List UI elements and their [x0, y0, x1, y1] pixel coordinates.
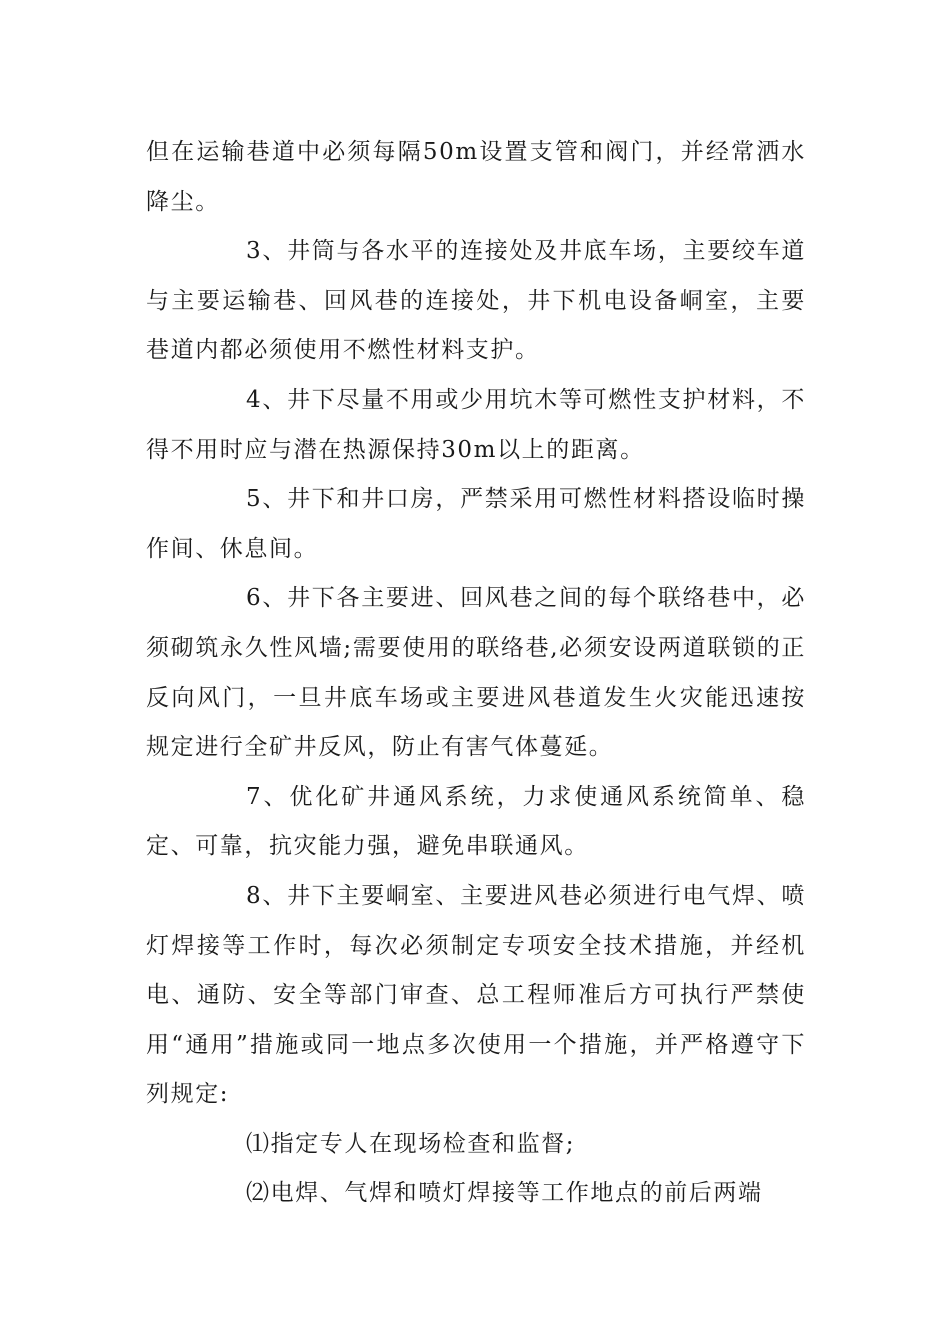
paragraph-item-3: 3、井筒与各水平的连接处及井底车场，主要绞车道与主要运输巷、回风巷的连接处，井下机电设备峒室，主要巷道内都必须使用不燃性材料支护。	[146, 238, 806, 364]
sub-item-2: ⑵电焊、气焊和喷灯焊接等工作地点的前后两端	[246, 1180, 763, 1207]
paragraph-item-4: 4、井下尽量不用或少用坑木等可燃性支护材料，不得不用时应与潜在热源保持30m以上的距离。	[146, 386, 806, 463]
sub-item-1: ⑴指定专人在现场检查和监督;	[246, 1130, 576, 1157]
paragraph-item-7: 7、优化矿井通风系统，力求使通风系统简单、稳定、可靠，抗灾能力强，避免串联通风。	[146, 783, 806, 860]
paragraph-continuation: 但在运输巷道中必须每隔50m设置支管和阀门，并经常洒水降尘。	[146, 139, 806, 215]
paragraph-item-6: 6、井下各主要进、回风巷之间的每个联络巷中，必须砌筑永久性风墙;需要使用的联络巷,必须安设两道联锁的正反向风门，一旦井底车场或主要进风巷道发生火灾能迅速按规定进行全矿井反风，防止有害气体蔓延。	[146, 585, 806, 761]
paragraph-item-8: 8、井下主要峒室、主要进风巷必须进行电气焊、喷灯焊接等工作时，每次必须制定专项安全技术措施，并经机电、通防、安全等部门审查、总工程师准后方可执行严禁使用“通用”措施或同一地点多次使用一个措施，并严格遵守下列规定:	[146, 882, 806, 1108]
paragraph-item-5: 5、井下和井口房，严禁采用可燃性材料搭设临时操作间、休息间。	[146, 486, 806, 562]
document-page	[146, 128, 806, 1219]
